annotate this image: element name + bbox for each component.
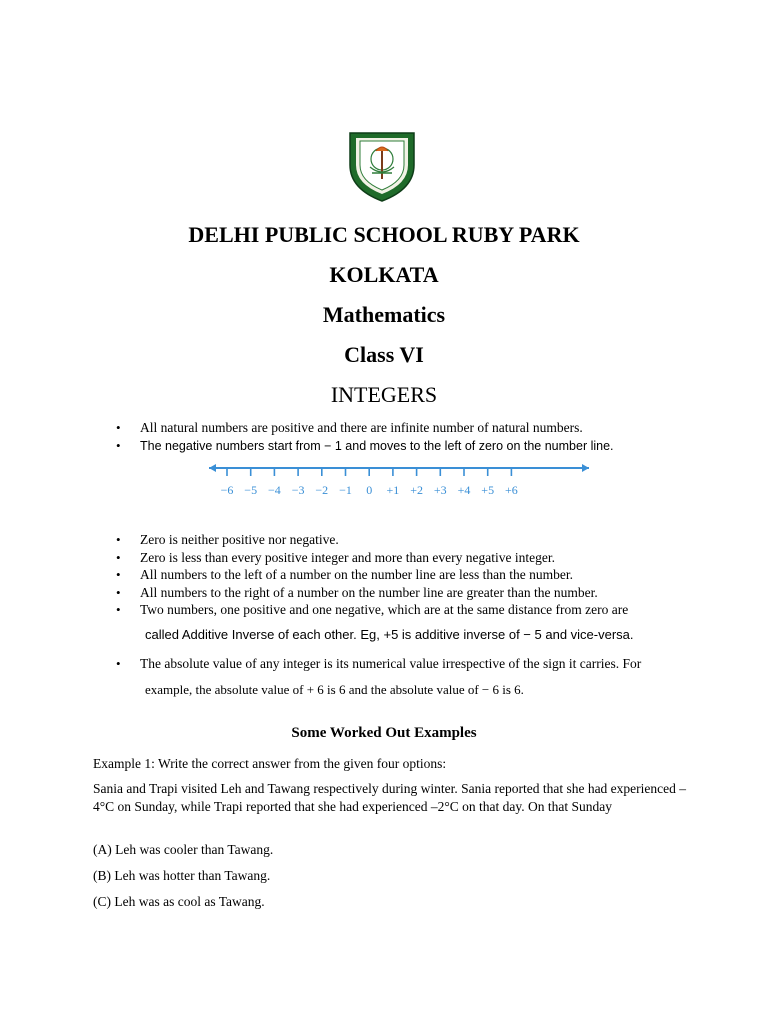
bullet-text: The negative numbers start from − 1 and moves to the left of zero on the number line. (140, 438, 614, 453)
example-prompt: Example 1: Write the correct answer from the given four options: (93, 756, 447, 771)
number-line-label: +6 (505, 483, 518, 497)
bullet-icon: • (116, 656, 121, 671)
number-line-label: −3 (291, 483, 305, 497)
list-item (0, 419, 768, 437)
list-item (0, 655, 768, 673)
number-line-label: +3 (433, 483, 447, 497)
example-question: Sania and Trapi visited Leh and Tawang respectively during winter. Sania reported that she had experienced –4°C on Sunday, while Trapi reported that she had experienced –2°C on that day. On that Sunday (93, 781, 687, 814)
properties-bullet-list (0, 531, 768, 619)
bullet-text: Zero is less than every positive integer and more than every negative integer. (140, 549, 555, 565)
list-item (0, 584, 768, 602)
bullet-text: All natural numbers are positive and there are infinite number of natural numbers. (140, 420, 583, 435)
absolute-value-bullet-list (0, 655, 768, 673)
number-line-label: −5 (244, 483, 258, 497)
bullet-icon: • (116, 567, 121, 582)
list-item (0, 566, 768, 584)
number-line-label: +2 (410, 483, 423, 497)
school-name: DELHI PUBLIC SCHOOL RUBY PARK (188, 222, 580, 247)
bullet-text: All numbers to the left of a number on the number line are less than the number. (140, 567, 574, 582)
number-line-label: 0 (366, 483, 373, 497)
bullet-icon: • (116, 532, 121, 547)
number-line-label: −6 (220, 483, 234, 497)
bullet-text: The absolute value of any integer is its numerical value irrespective of the sign it carries. For (140, 656, 642, 671)
option-c: (C) Leh was as cool as Tawang. (93, 894, 265, 909)
bullet-text: Two numbers, one positive and one negative, which are at the same distance from zero are (140, 602, 629, 617)
city-name: KOLKATA (329, 262, 439, 287)
number-line-label: +4 (457, 483, 471, 497)
number-line (205, 456, 595, 502)
number-line-label: +5 (481, 483, 495, 497)
bullet-text: Zero is neither positive nor negative. (140, 532, 339, 547)
topic-title: INTEGERS (330, 382, 438, 407)
arrow-right-icon (582, 464, 589, 472)
arrow-left-icon (209, 464, 216, 472)
list-item (0, 601, 768, 619)
list-item (0, 531, 768, 549)
number-line-label: −2 (315, 483, 329, 497)
section-heading: Some Worked Out Examples (291, 725, 477, 741)
school-logo (340, 127, 424, 203)
list-item (0, 549, 768, 567)
bullet-icon: • (116, 437, 121, 453)
additive-inverse-continuation: called Additive Inverse of each other. Eg, +5 is additive inverse of − 5 and vice-versa. (145, 627, 634, 642)
option-b: (B) Leh was hotter than Tawang. (93, 868, 271, 883)
bullet-icon: • (116, 584, 121, 600)
subject-title: Mathematics (322, 302, 446, 327)
bullet-text: All numbers to the right of a number on the number line are greater than the number. (140, 584, 598, 600)
bullet-icon: • (116, 549, 121, 565)
number-line-label: +1 (386, 483, 400, 497)
bullet-icon: • (116, 602, 121, 617)
number-line-label: −4 (268, 483, 281, 497)
option-a: (A) Leh was cooler than Tawang. (93, 842, 274, 857)
number-line-label: −1 (339, 483, 352, 497)
list-item (0, 437, 768, 456)
bullet-icon: • (116, 420, 121, 435)
absolute-value-continuation: example, the absolute value of + 6 is 6 and the absolute value of − 6 is 6. (145, 682, 524, 697)
intro-bullet-list (0, 419, 768, 455)
class-title: Class VI (344, 342, 424, 367)
